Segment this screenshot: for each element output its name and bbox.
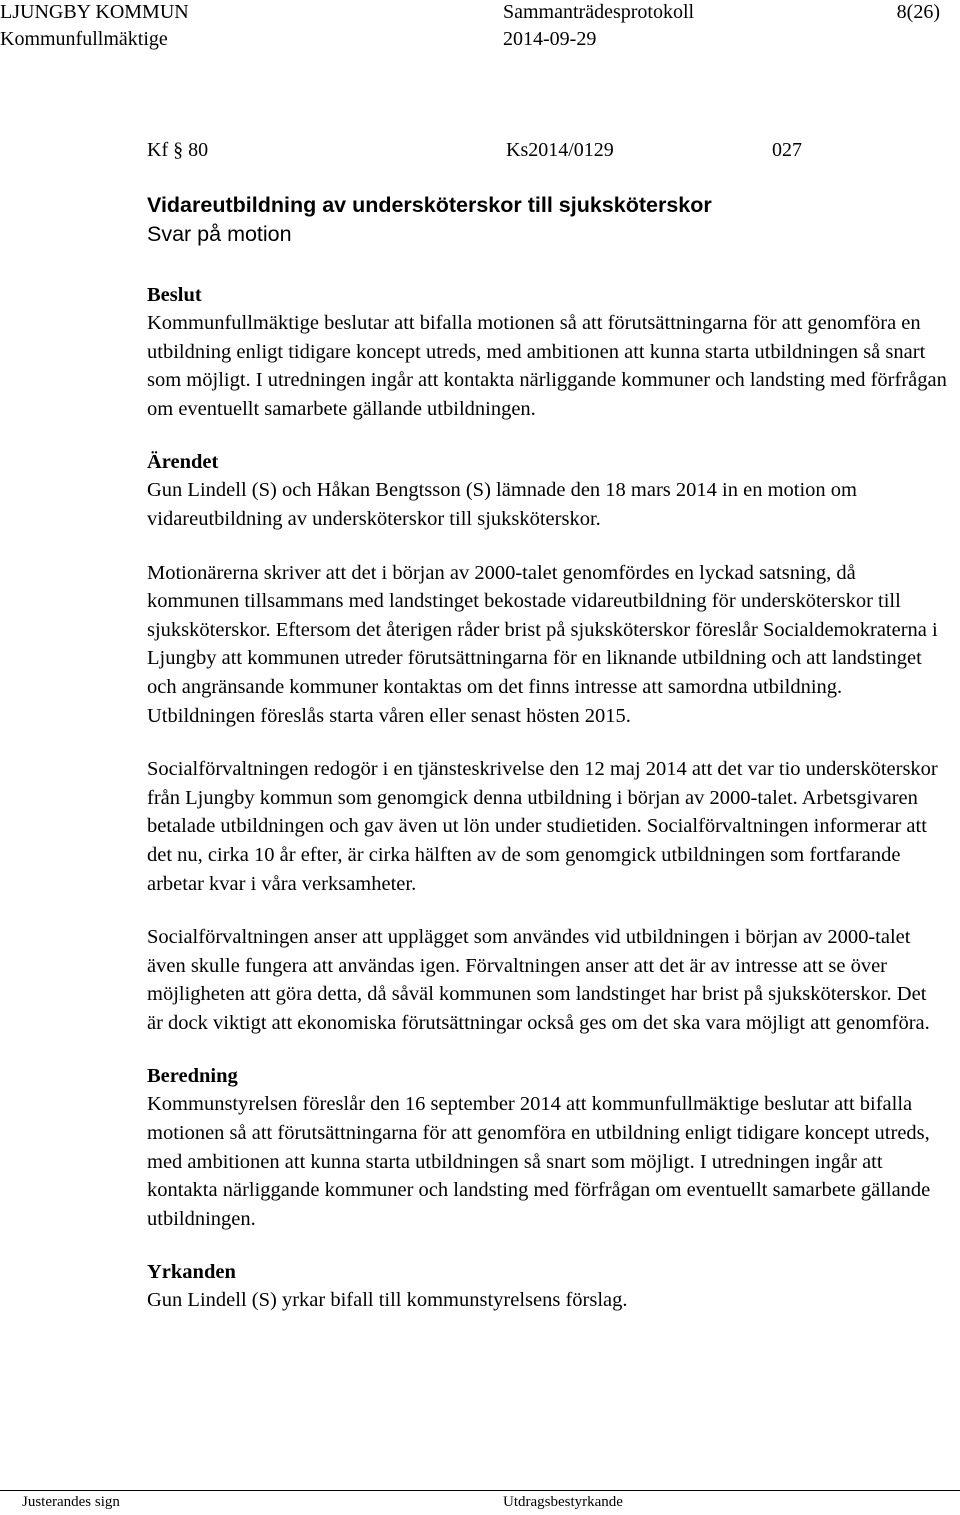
- signature-label: Justerandes sign: [22, 1494, 120, 1510]
- case-info: [147, 135, 947, 165]
- document-title: Vidareutbildning av undersköterskor till sjuksköterskor: [147, 193, 712, 217]
- section-heading: Beredning: [147, 1065, 238, 1088]
- case-reference: Ks2014/0129: [506, 139, 614, 161]
- section-heading: Beslut: [147, 284, 202, 306]
- section-paragraph: Gun Lindell (S) yrkar bifall till kommunstyrelsens förslag.: [147, 1289, 628, 1312]
- section-paragraph: Motionärerna skriver att det i början av 2000-talet genomfördes en lyckad satsning, då kommunen tillsammans med landstinget bekostade vidareutbildning för undersköterskor till sjuksköterskor. Eftersom det återigen råder brist på sjuksköterskor föreslår Socialdemokraterna i Ljungby att kommunen utreder förutsättningarna för en liknande utbildning och att landstinget och angränsande kommuner kontaktas om det finns intresse att samordna utbildning. Utbildningen föreslås starta våren eller senast hösten 2015.: [147, 561, 938, 727]
- document-subtitle: Svar på motion: [147, 222, 292, 246]
- case-code: 027: [772, 139, 802, 161]
- organization-name: LJUNGBY KOMMUN: [0, 1, 189, 23]
- certification-label: Utdragsbestyrkande: [503, 1494, 623, 1510]
- footer-divider: [0, 1490, 960, 1491]
- body-name: Kommunfullmäktige: [0, 28, 168, 50]
- section-arendet: [147, 448, 947, 1037]
- section-paragraph: Socialförvaltningen anser att upplägget som användes vid utbildningen i början av 2000-talet även skulle fungera att användas igen. Förvaltningen anser att det är av intresse att se över möjligheten att göra detta, då såväl kommunen som landstinget har brist på sjuksköterskor. Det är dock viktigt att ekonomiska förutsättningar också ges om det ska vara möjligt att genomföra.: [147, 926, 930, 1034]
- section-heading: Ärendet: [147, 451, 219, 474]
- section-beslut: [147, 281, 947, 423]
- page-footer: [0, 1490, 960, 1515]
- section-beredning: [147, 1062, 947, 1233]
- section-paragraph: Kommunstyrelsen föreslår den 16 september 2014 att kommunfullmäktige beslutar att bifalla motionen så att förutsättningarna för att genomföra en utbildning enligt tidigare koncept utreds, med ambitionen att kunna starta utbildningen så snart som möjligt. I utredningen ingår att kontakta närliggande kommuner och landsting med förfrågan om eventuellt samarbete gällande utbildningen.: [147, 1093, 931, 1230]
- case-number: Kf § 80: [147, 139, 209, 161]
- document-date: 2014-09-29: [503, 28, 597, 50]
- section-heading: Yrkanden: [147, 1261, 236, 1284]
- page-number: 8(26): [896, 1, 940, 23]
- document-type: Sammanträdesprotokoll: [503, 1, 695, 23]
- section-yrkanden: [147, 1258, 947, 1315]
- section-paragraph: Gun Lindell (S) och Håkan Bengtsson (S) lämnade den 18 mars 2014 in en motion om vidareutbildning av undersköterskor till sjuksköterskor.: [147, 479, 857, 530]
- page-header: [0, 0, 960, 60]
- document-body: [147, 135, 947, 1315]
- section-paragraph: Kommunfullmäktige beslutar att bifalla motionen så att förutsättningarna för att genomföra en utbildning enligt tidigare koncept utreds, med ambitionen att kunna starta utbildningen så snart som möjligt. I utredningen ingår att kontakta närliggande kommuner och landsting med förfrågan om eventuellt samarbete gällande utbildningen.: [147, 312, 947, 420]
- section-paragraph: Socialförvaltningen redogör i en tjänsteskrivelse den 12 maj 2014 att det var tio undersköterskor från Ljungby kommun som genomgick denna utbildning i början av 2000-talet. Arbetsgivaren betalade utbildningen och gav även ut lön under studietiden. Socialförvaltningen informerar att det nu, cirka 10 år efter, är cirka hälften av de som genomgick utbildningen som fortfarande arbetar kvar i våra verksamheter.: [147, 758, 938, 895]
